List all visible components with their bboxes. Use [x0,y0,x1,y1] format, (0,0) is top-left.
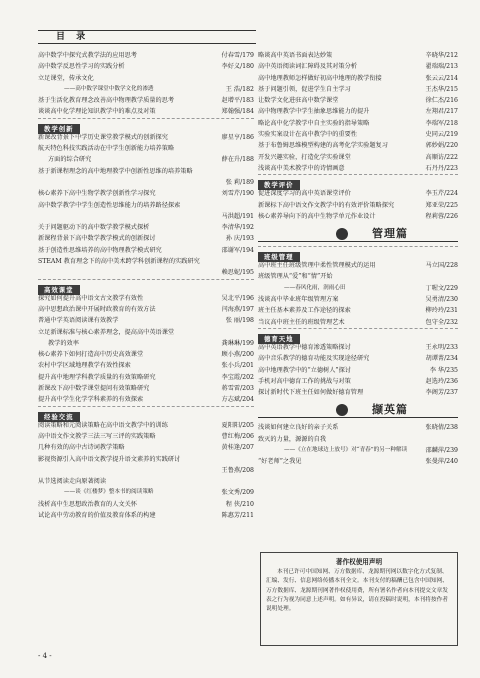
toc-entry[interactable] [258,200,458,211]
entry-title: ——《立在地球边上放号》对“青春”的另一种解读 [284,447,408,454]
toc-entry[interactable] [258,118,458,129]
entry-title: 影视资源引入高中语文教学提升语文素养的实践研讨 [38,455,181,463]
toc-entry[interactable] [258,95,458,106]
entry-author-page: 郑亚荣/225 [425,201,458,209]
entry-author-page: 刘雪芹/190 [221,190,254,198]
entry-author-page: 马洪超/191 [221,212,254,220]
entry-author-page: 李 华/235 [429,366,458,374]
entry-author-page: 程莉蓉/226 [425,212,458,220]
entry-author-page: 李瑞军/218 [425,119,458,127]
entry-author-page: 王 浩/182 [225,85,254,93]
toc-entry[interactable] [38,73,254,84]
toc-entry[interactable] [38,420,254,431]
entry-title: 提升高中地理学科教学质量的有效策略研究 [38,373,156,381]
toc-entry[interactable] [38,372,254,383]
toc-entry[interactable] [38,50,254,61]
entry-title: 当议高中班主任的班级管理艺术 [258,318,345,326]
toc-entry[interactable] [258,434,458,445]
entry-title: 核心素养导向下的高中生物学单元作业设计 [258,212,376,220]
entry-title: 航天特色科技实践活动在中学生创新能力培养策略 [38,145,175,153]
toc-entry[interactable] [258,61,458,72]
entry-title: 谈谈高中化学理论知识教学中的难点及对策 [38,108,156,116]
entry-title: ——春风化雨，润雨心田 [284,284,346,291]
entry-title: 教学的效率 [48,339,79,347]
toc-entry[interactable] [38,510,254,521]
entry-title: 高中语文作文教学三法三写三评的实践策略 [38,432,156,440]
toc-entry[interactable] [38,211,254,222]
toc-header [38,30,256,44]
toc-entry[interactable] [38,106,254,117]
section-label: 高效课堂 [38,285,80,295]
entry-title: 立足课堂，传承文化 [38,74,94,82]
toc-entry[interactable] [258,283,458,294]
entry-author-page: 郑翰强/184 [221,108,254,116]
entry-author-page: 张 莉/189 [225,178,254,186]
entry-title: 试论高中劳动教育的价值及教育体系的构建 [38,511,156,519]
entry-author-page: 薛在升/188 [221,156,254,164]
toc-entry[interactable] [38,132,254,143]
toc-entry[interactable] [258,152,458,163]
entry-author-page: 王永明/233 [425,343,458,351]
entry-title: 新课标下高中语文作文教学中的有效评价策略探究 [258,201,395,209]
entry-title: 略谈高中英语书面表达妙策 [258,52,333,59]
toc-entry[interactable] [38,476,254,487]
entry-author-page: 夏阳阳/205 [221,421,254,429]
entry-title: 核心素养下高中生物学教学创新性学习探究 [38,190,156,198]
entry-title: 高中数学中探究式教学法的应用思考 [38,52,137,59]
entry-author-page: 程 侠/210 [225,500,254,508]
entry-title: 高中思想政治课中开展时政教育的有效方法 [38,305,156,313]
entry-author-page: 蒋雪雷/203 [221,385,254,393]
toc-entry[interactable] [258,260,458,271]
notice-body: 本刊已许可中国知网、万方数据库、龙源期刊网以数字化方式复制、汇编、发行、信息网络传播本刊全文。本刊支付的稿酬已包含中国知网、万方数据库、龙源期刊网著作权使用费，所有署名作者向本刊提交文章发表之行为视为同意上述声明。如有异议，请在投稿时说明，本刊将按作者说明处理。 [266,569,448,613]
toc-entry[interactable] [258,422,458,433]
entry-author-page: 黄桂逢/207 [221,444,254,452]
entry-title: 高中数学反思性学习的实践分析 [38,63,125,71]
toc-entry[interactable] [38,293,254,304]
entry-author-page: 王杰华/215 [425,85,458,93]
entry-author-page: 廖星亨/186 [221,133,254,141]
part-badge-icon [336,228,348,240]
entry-title: “好老师”之我见 [258,458,302,466]
entry-title: 基于布鲁姆思维模型构建的高考化学实验题复习 [258,142,388,150]
part-underline [258,417,458,418]
toc-entry[interactable] [258,188,458,199]
entry-title: 关于问题驱动下的高中数学教学模式探析 [38,224,150,232]
entry-title: 从节选阅读走向原著阅读 [38,478,107,486]
entry-author-page: 包守全/232 [425,318,458,326]
toc-entry[interactable] [258,84,458,95]
part-heading [258,224,458,244]
part-underline [258,241,458,242]
toc-entry[interactable] [258,305,458,316]
entry-author-page: 曹红梅/206 [221,432,254,440]
entry-author-page: 张晓倩/238 [425,424,458,432]
entry-title: 新课改背景下中学历史课堂教学模式的创新探究 [38,133,168,141]
toc-entry[interactable] [258,106,458,117]
entry-author-page: 高顺访/222 [425,153,458,161]
entry-author-page: 方志斌/204 [221,396,254,404]
part-label: 撷英篇 [372,403,408,417]
entry-title: 手机对高中德育工作的挑战与对策 [258,377,351,385]
toc-entry[interactable] [258,129,458,140]
entry-author-page: 李阁芳/237 [425,389,458,397]
entry-title: 浅谈高中美术教学中的诗情画意 [258,164,345,172]
entry-author-page: 左翔君/217 [425,108,458,116]
entry-author-page: 付春雪/179 [221,52,254,59]
toc-entry[interactable] [258,211,458,222]
entry-title: 几种有效的高中古诗词教学策略 [38,444,125,452]
toc-entry[interactable] [258,163,458,174]
entry-author-page: 顾小燕/200 [221,351,254,359]
toc-entry[interactable] [38,143,254,154]
toc-entry[interactable] [38,233,254,244]
entry-author-page: 胡谭菁/234 [425,355,458,363]
entry-author-page: 张小兵/201 [221,362,254,370]
toc-entry[interactable] [38,487,254,498]
entry-title: 立足新课标准与核心素养理念，提高高中英语课堂 [38,328,175,336]
entry-title: 班级管理从“爱”和“情”开始 [258,273,333,281]
toc-title: 目 录 [56,32,90,42]
toc-entry[interactable] [38,154,254,165]
toc-entry[interactable] [258,342,458,353]
toc-entry[interactable] [258,73,458,84]
entry-title: 方面的综合研究 [48,156,92,164]
entry-title: 致灭的力量，源源的自我 [258,435,327,443]
toc-entry[interactable] [38,442,254,453]
entry-author-page: 郭妙娟/220 [425,142,458,150]
entry-author-page: 石丹丹/223 [425,164,458,172]
toc-entry[interactable] [38,394,254,405]
entry-title: 高中地理教学中的“立德树人”探讨 [258,366,351,374]
entry-author-page: 闫海燕/197 [221,305,254,313]
section-heading [258,246,458,260]
toc-entry[interactable] [38,222,254,233]
entry-title: 新课程背景下高中数学教学模式的创新探讨 [38,235,156,243]
entry-title: ——谈《红楼梦》整本书的阅读策略 [64,489,154,496]
entry-author-page: 张文秀/209 [221,489,254,497]
entry-author-page: 吴北平/196 [221,294,254,302]
entry-title: 探究如何提升高中语文古文教学有效性 [38,294,144,302]
entry-author-page: 龚琳琳/199 [221,339,254,347]
toc-entry[interactable] [258,365,458,376]
toc-entry[interactable] [38,95,254,106]
entry-title: 高中数学教学中学生创造性思维能力的培养路径探索 [38,201,181,209]
entry-author-page: 柳玲玲/231 [425,307,458,315]
entry-title: 高中音乐教学的德育功能及实现途径研究 [258,355,370,363]
toc-entry[interactable] [38,431,254,442]
entry-title: 基于创造性思维培养的高中物理教学模式研究 [38,246,162,254]
section-heading [258,174,458,188]
entry-title: 开发兴趣实验，打造化学实验课堂 [258,153,351,161]
part-badge-icon [336,404,348,416]
entry-author-page: 史同云/219 [425,131,458,139]
entry-author-page: 张云云/214 [425,74,458,82]
toc-entry[interactable] [258,317,458,328]
entry-title: 浅析高中生思想政治教育的人文关怀 [38,500,137,508]
entry-author-page: 吴勇清/230 [425,296,458,304]
toc-entry[interactable] [258,456,458,467]
section-heading [38,279,254,293]
entry-author-page: 李好义/180 [221,63,254,71]
toc-entry[interactable] [258,353,458,364]
entry-title: 高中英语阅读词汇障碍及其对策分析 [258,63,357,71]
entry-title: 农村中学区域地理教学有效性探索 [38,362,131,370]
entry-author-page: 李宝霞/202 [221,373,254,381]
toc-entry[interactable] [38,304,254,315]
toc-entry[interactable] [38,338,254,349]
page-number: - 4 - [38,652,52,660]
toc-entry[interactable] [258,140,458,151]
toc-entry[interactable] [38,327,254,338]
part-label: 管理篇 [372,227,408,241]
toc-entry[interactable] [258,376,458,387]
toc-entry[interactable] [258,294,458,305]
toc-entry[interactable] [38,200,254,211]
toc-right-column [258,50,458,468]
toc-entry[interactable] [38,383,254,394]
entry-author-page: 王鲁燕/208 [221,466,254,474]
entry-title: 新课改下高中数学课堂提问有效策略研究 [38,385,150,393]
toc-entry[interactable] [38,188,254,199]
toc-entry[interactable] [38,315,254,326]
toc-entry[interactable] [38,349,254,360]
entry-author-page: 翟瑞瑞/213 [425,63,458,71]
entry-title: 提升高中学生化学学科素养的有效探索 [38,396,144,404]
entry-title: 高中班主任班级管理中柔性管理模式的运用 [258,262,376,270]
entry-author-page: 赵增平/183 [221,97,254,105]
section-heading [38,118,254,132]
toc-entry[interactable] [258,271,458,282]
toc-entry[interactable] [258,445,458,456]
entry-author-page: 赵选玲/236 [425,377,458,385]
entry-title: 普通中学英语阅读课有效教学 [38,317,119,325]
toc-left-column [38,50,254,521]
entry-author-page: 李玉芹/224 [425,190,458,198]
entry-title: 高中英语教学中德育渗透策略探讨 [258,343,351,351]
entry-author-page: 赖思妮/195 [221,269,254,277]
entry-author-page: 马立国/228 [425,262,458,270]
entry-title: STEAM 教育理念下的高中美术跨学科创新课程的实践研究 [38,258,200,266]
section-label: 德育天地 [258,334,300,344]
entry-title: 实验实案设计在高中教学中的重要性 [258,131,357,139]
entry-title: 让数学文化进驻高中数学课堂 [258,97,339,105]
toc-entry[interactable] [38,499,254,510]
toc-entry[interactable] [258,387,458,398]
toc-entry[interactable] [38,166,254,177]
entry-title: 浅谈如何建立良好的亲子关系 [258,424,339,432]
entry-title: 班主任基本素养及工作途径的探索 [258,307,351,315]
section-heading [38,406,254,420]
toc-entry[interactable] [38,465,254,476]
entry-title: 略论高中化学教学中自主实验的指导策略 [258,119,370,127]
notice-title: 著作权使用声明 [335,558,383,566]
entry-title: 阅读策略和元阅读策略在高中语文教学中的训练 [38,421,168,429]
entry-author-page: 邵谢军/194 [221,246,254,254]
entry-author-page: 丁喔文/229 [425,284,458,292]
section-label: 经验交流 [38,412,80,422]
entry-title: 基于问题引领，促进学生自主学习 [258,85,351,93]
section-label: 教学评价 [258,180,300,190]
toc-entry[interactable] [38,177,254,188]
entry-title: 高中物理教学中学生抽象思维能力的提升 [258,108,370,116]
toc-entry[interactable] [38,61,254,72]
part-heading [258,400,458,420]
entry-author-page: 辛晓华/212 [425,52,458,59]
entry-title: 浅谈高中毕业班年级管理方案 [258,296,339,304]
toc-entry[interactable] [38,267,254,278]
entry-author-page: 张曼萍/240 [425,458,458,466]
entry-author-page: 孙 庆/193 [225,235,254,243]
toc-entry[interactable] [38,454,254,465]
section-label: 班级管理 [258,252,300,262]
entry-author-page: 张 丽/198 [225,317,254,325]
entry-title: ——高中数学课堂中数学文化的渗透 [64,85,154,92]
toc-entry[interactable] [38,360,254,371]
section-heading [258,328,458,342]
section-label: 教学创新 [38,124,80,134]
entry-title: 高中地理教师怎样做好初高中地理的教学衔接 [258,74,382,82]
toc-entry[interactable] [38,245,254,256]
entry-author-page: 李清华/192 [221,224,254,232]
toc-entry[interactable] [258,50,458,61]
entry-title: 探讨新时代下班主任如何做好德育管理 [258,389,364,397]
entry-title: 核心素养下如何打造高中历史高效课堂 [38,351,144,359]
entry-author-page: 陈惠芳/211 [221,511,254,519]
entry-title: 基于生活化教育理念改善高中物理教学质量的思考 [38,97,175,105]
toc-entry[interactable] [38,84,254,95]
toc-entry[interactable] [38,256,254,267]
entry-title: 促进深度学习的高中英语课堂评价 [258,190,351,198]
copyright-notice [260,552,458,646]
entry-title: 基于新课程理念的高中地理教学中创新性思维的培养策略 [38,167,193,175]
entry-author-page: 徐仁杰/216 [425,97,458,105]
entry-author-page: 邵麟萍/239 [425,447,458,455]
